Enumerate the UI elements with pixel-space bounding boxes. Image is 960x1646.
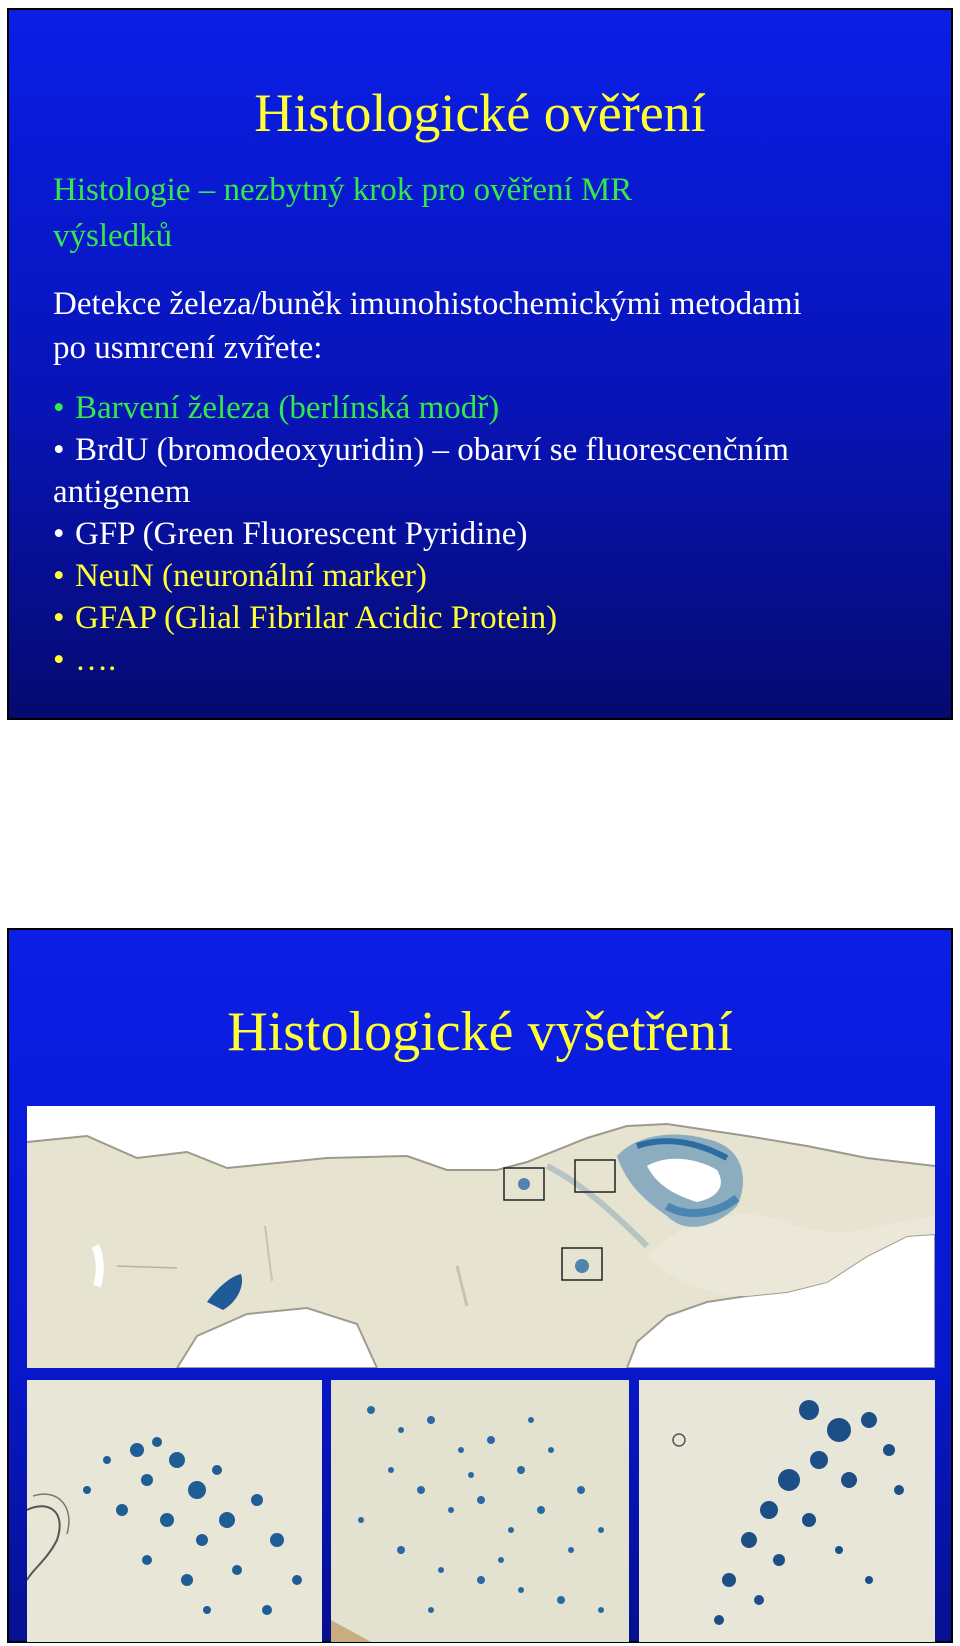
intro-line-1: Detekce železa/buněk imunohistochemickými metodami: [53, 286, 802, 322]
bullet-item-ellipsis: • ….: [53, 642, 117, 678]
bullet-icon: •: [53, 390, 65, 426]
histology-detail-image-3: [639, 1380, 935, 1642]
bullet-item-gfp: • GFP (Green Fluorescent Pyridine): [53, 516, 528, 552]
histology-detail-image-2: [331, 1380, 629, 1642]
subtitle-line-2: výsledků: [53, 218, 173, 254]
bullet-icon: •: [53, 516, 65, 552]
histology-overview-image: [27, 1106, 935, 1368]
intro-line-2: po usmrcení zvířete:: [53, 330, 323, 366]
slide-title: Histologické vyšetření: [227, 1001, 733, 1063]
slide-title: Histologické ověření: [254, 83, 706, 143]
slide-histologicke-overeni: [7, 8, 953, 720]
slide-histologicke-vysetreni: [7, 928, 953, 1643]
subtitle-line-1: Histologie – nezbytný krok pro ověření MR: [53, 172, 633, 208]
bullet-icon: •: [53, 432, 65, 468]
bullet-item-neun: • NeuN (neuronální marker): [53, 558, 427, 594]
histology-detail-image-1: [27, 1380, 322, 1642]
bullet-item-brdu: • BrdU (bromodeoxyuridin) – obarví se fluorescenčním: [53, 432, 789, 468]
bullet-icon: •: [53, 600, 65, 636]
bullet-icon: •: [53, 558, 65, 594]
bullet-item-iron-staining: • Barvení železa (berlínská modř): [53, 390, 500, 426]
bullet-item-brdu-continued: antigenem: [53, 474, 191, 510]
bullet-icon: •: [53, 642, 65, 678]
bullet-item-gfap: • GFAP (Glial Fibrilar Acidic Protein): [53, 600, 558, 636]
